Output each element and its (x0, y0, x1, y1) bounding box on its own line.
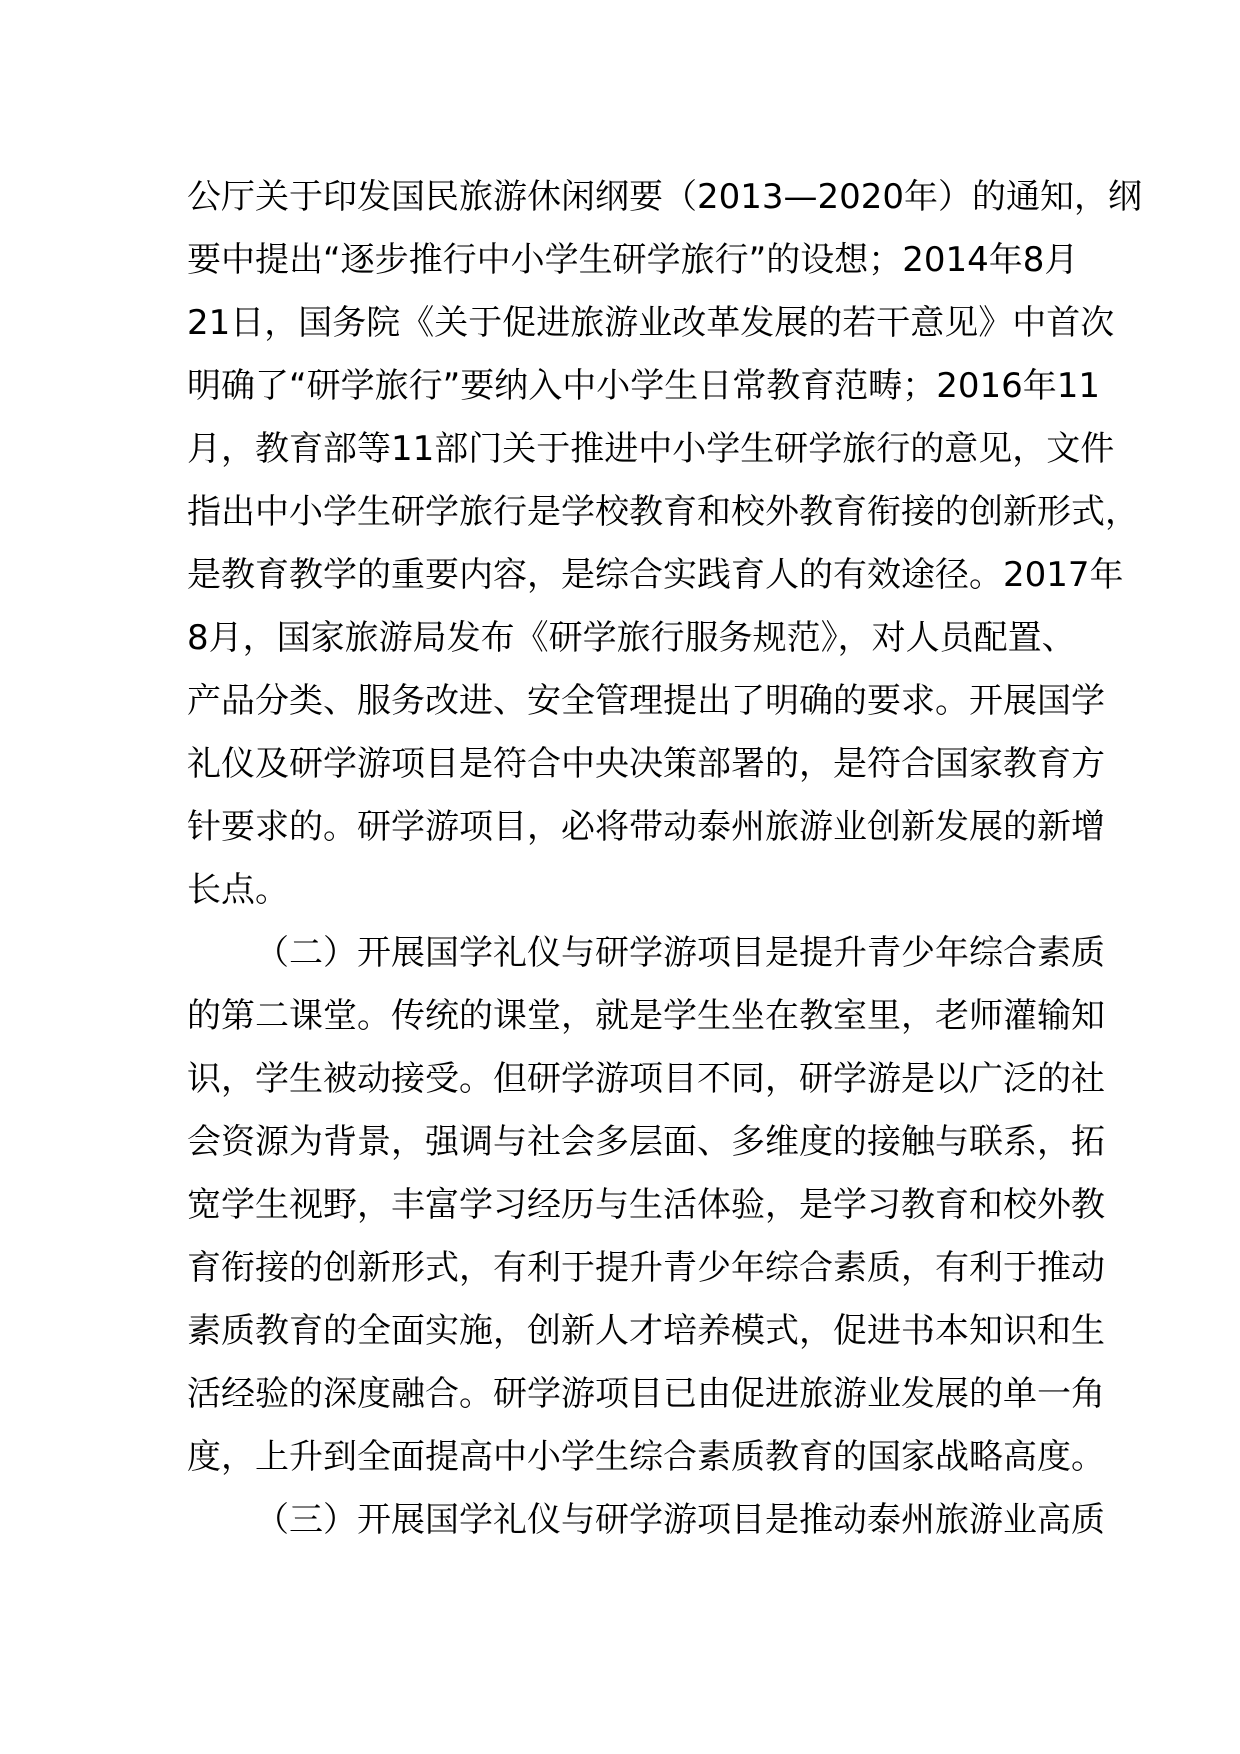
text-line: 宽学生视野，丰富学习经历与生活体验，是学习教育和校外教 (187, 1185, 1105, 1225)
text-line: 21日，国务院《关于促进旅游业改革发展的若干意见》中首次 (187, 303, 1115, 343)
text-line: 产品分类、服务改进、安全管理提出了明确的要求。开展国学 (187, 681, 1105, 721)
text-line: 针要求的。研学游项目，必将带动泰州旅游业创新发展的新增 (187, 807, 1105, 847)
text-line: 是教育教学的重要内容，是综合实践育人的有效途径。2017年 (187, 555, 1124, 595)
text-line: 月，教育部等11部门关于推进中小学生研学旅行的意见，文件 (187, 429, 1115, 469)
text-line: 的第二课堂。传统的课堂，就是学生坐在教室里，老师灌输知 (187, 996, 1105, 1036)
text-line: 指出中小学生研学旅行是学校教育和校外教育衔接的创新形式， (187, 492, 1139, 532)
text-line: 活经验的深度融合。研学游项目已由促进旅游业发展的单一角 (187, 1374, 1105, 1414)
text-line: 明确了“研学旅行”要纳入中小学生日常教育范畴；2016年11 (187, 366, 1101, 406)
text-line: 礼仪及研学游项目是符合中央决策部署的，是符合国家教育方 (187, 744, 1105, 784)
text-line: 育衔接的创新形式，有利于提升青少年综合素质，有利于推动 (187, 1248, 1105, 1288)
text-line: 要中提出“逐步推行中小学生研学旅行”的设想；2014年8月 (187, 240, 1079, 280)
text-line: 识，学生被动接受。但研学游项目不同，研学游是以广泛的社 (187, 1059, 1105, 1099)
text-line: 8月，国家旅游局发布《研学旅行服务规范》，对人员配置、 (187, 618, 1076, 658)
text-line: 会资源为背景，强调与社会多层面、多维度的接触与联系，拓 (187, 1122, 1105, 1162)
body-text (187, 166, 1143, 1552)
text-line: 度，上升到全面提高中小学生综合素质教育的国家战略高度。 (187, 1437, 1105, 1477)
text-line: 素质教育的全面实施，创新人才培养模式，促进书本知识和生 (187, 1311, 1105, 1351)
text-line: 长点。 (187, 870, 289, 910)
text-line: 公厅关于印发国民旅游休闲纲要（2013—2020年）的通知，纲 (187, 177, 1143, 217)
paragraph-heading-3: （三）开展国学礼仪与研学游项目是推动泰州旅游业高质 (255, 1500, 1105, 1540)
paragraph-heading-2: （二）开展国学礼仪与研学游项目是提升青少年综合素质 (255, 933, 1105, 973)
